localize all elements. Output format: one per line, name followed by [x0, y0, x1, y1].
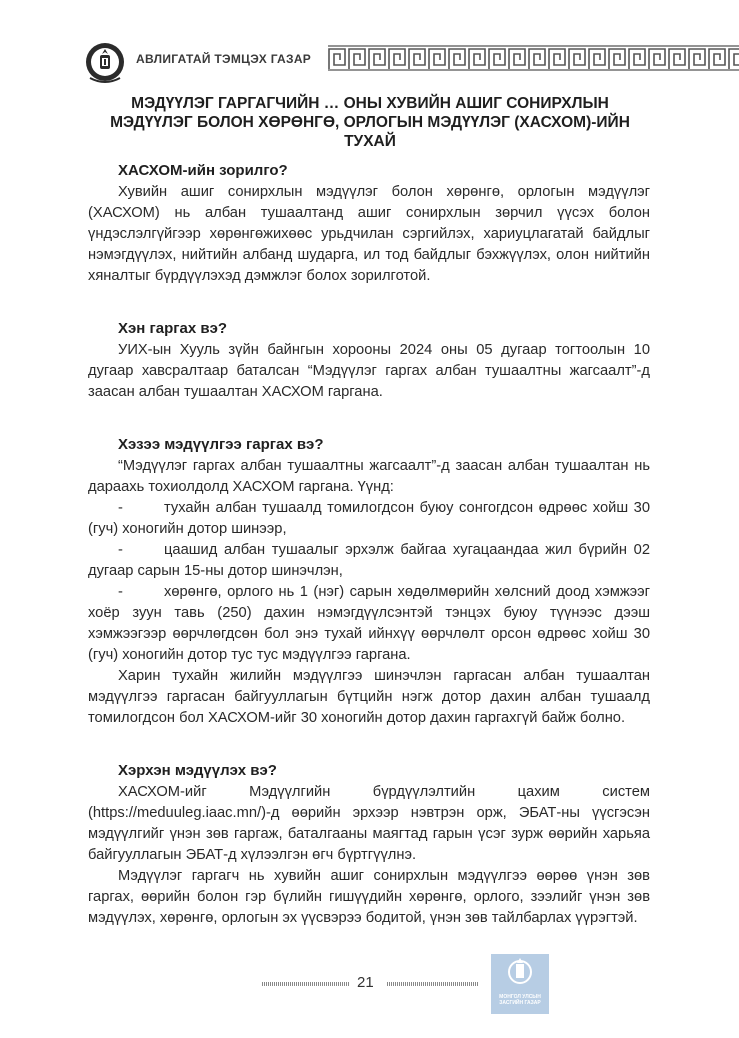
footer-ornament-left [262, 981, 350, 987]
document-body [88, 160, 650, 929]
section-title: ХАСХОМ-ийн зорилго? [118, 162, 288, 179]
organization-name: АВЛИГАТАЙ ТЭМЦЭХ ГАЗАР [136, 52, 312, 66]
paragraph: Мэдүүлэг гаргагч нь хувийн ашиг сонирхлын мэдүүлгээ өөрөө үнэн зөв гаргах, өөрийн болон гэр бүлийн гишүүдийн хөрөнгө, орлого, зээлийг үнэн зөв мэдүүлэх, хөрөнгө, орлогын эх үүсвэрээ бодитой, үнэн зөв тайлбарлах үүрэгтэй. [88, 868, 650, 926]
bullet-marker: - [118, 500, 123, 516]
government-label-line2: ЗАСГИЙН ГАЗАР [499, 1000, 541, 1006]
government-label-line1: МОНГОЛ УЛСЫН [499, 994, 541, 1000]
page-header [0, 0, 739, 100]
section-purpose [88, 160, 650, 287]
paragraph: УИХ-ын Хууль зүйн байнгын хорооны 2024 оны 05 дугаар тогтоолын 10 дугаар хавсралтаар баталсан “Мэдүүлэг гаргах албан тушаалтны жагсаалт”-д заасан албан тушаалтан ХАСХОМ гаргана. [88, 342, 650, 400]
paragraph: Хувийн ашиг сонирхлын мэдүүлэг болон хөрөнгө, орлогын мэдүүлэг (ХАСХОМ) нь албан тушаалтанд ашиг сонирхлын зөрчил үүсэх болон үндэслэлгүйгээр хөрөнгөжихөөс урьдчилан сэргийлэх, хариуцлагатай байдлыг нэмэгдүүлэх, нийтийн албанд шударга, ил тод байдлыг бэхжүүлэх, олон нийтийн хяналтыг бүрдүүлэхэд дэмжлэг болох зорилготой. [88, 184, 650, 284]
list-item-text: цаашид албан тушаалыг эрхэлж байгаа хугацаандаа жил бүрийн 02 дугаар сарын 15-ны дотор шинэчлэн, [88, 542, 650, 579]
paragraph: Харин тухайн жилийн мэдүүлгээ шинэчлэн гаргасан албан тушаалтан мэдүүлгээ гаргасан байгууллагын бүтцийн нэгж дотор дахин албан тушаалд томилогдсон бол ХАСХОМ-ийг 30 хоногийн дотор дахин гаргахгүй байж болно. [88, 668, 650, 726]
page-number: 21 [357, 974, 374, 991]
soyombo-emblem-icon [491, 954, 549, 994]
list-item-text: тухайн албан тушаалд томилогдсон буюу сонгогдсон өдрөөс хойш 30 (гуч) хоногийн дотор шинээр, [88, 500, 650, 537]
section-title: Хэзээ мэдүүлгээ гаргах вэ? [118, 436, 324, 453]
list-item [88, 498, 650, 540]
footer-ornament-right [387, 981, 479, 987]
section-who [88, 318, 650, 403]
agency-emblem-icon [84, 38, 126, 84]
section-title: Хэн гаргах вэ? [118, 320, 228, 337]
section-when [88, 434, 650, 729]
paragraph: “Мэдүүлэг гаргах албан тушаалтны жагсаалт”-д заасан албан тушаалтан нь дараахь тохиолдолд ХАСХОМ гаргана. Үүнд: [88, 458, 650, 495]
bullet-marker: - [118, 542, 123, 558]
list-item-text: хөрөнгө, орлого нь 1 (нэг) сарын хөдөлмөрийн хөлсний доод хэмжээг хоёр зуун тавь (250) дахин нэмэгдүүлсэнтэй тэнцэх буюу түүнээс дээш хэмжээгээр өөрчлөгдсөн бол энэ тухай ийнхүү өөрчлөлт орсон өдрөөс хойш 30 (гуч) хоногийн дотор тус тус мэдүүлгээ гаргана. [88, 584, 650, 663]
bullet-marker: - [118, 584, 123, 600]
section-title: Хэрхэн мэдүүлэх вэ? [118, 762, 277, 779]
paragraph: ХАСХОМ-ийг Мэдүүлгийн бүрдүүлэлтийн цахим систем (https://meduuleg.iaac.mn/)-д өөрийн эрхээр нэвтрэн орж, ЭБАТ-ны үүсгэсэн мэдүүлгийг үнэн зөв гаргаж, баталгааны маягтад гарын үсэг зурж өөрийн харьяа байгууллагын ЭБАТ-д хүлээлгэн өгч бүртгүүлнэ. [88, 784, 650, 863]
meander-border-ornament [328, 45, 739, 71]
list-item [88, 582, 650, 666]
government-label [491, 994, 549, 1006]
document-title: МЭДҮҮЛЭГ ГАРГАГЧИЙН … ОНЫ ХУВИЙН АШИГ СОНИРХЛЫН МЭДҮҮЛЭГ БОЛОН ХӨРӨНГӨ, ОРЛОГЫН МЭДҮҮЛЭГ (ХАСХОМ)-ИЙН ТУХАЙ [110, 95, 630, 150]
list-item [88, 540, 650, 582]
section-how [88, 760, 650, 929]
